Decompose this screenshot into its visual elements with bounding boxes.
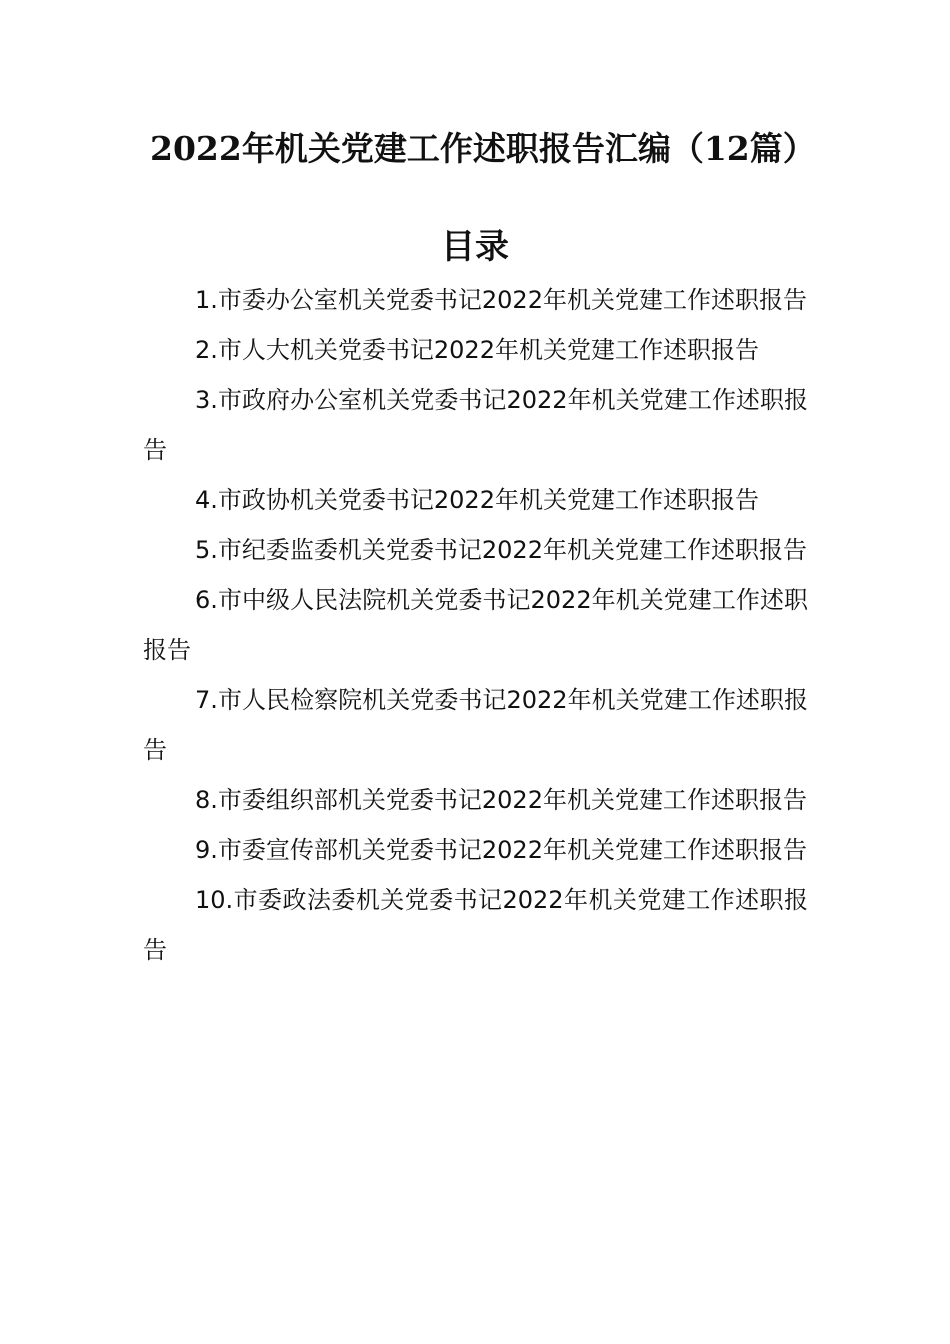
toc-heading: 目录 xyxy=(441,227,509,267)
toc-item-1: 1.市委办公室机关党委书记2022年机关党建工作述职报告 xyxy=(195,286,807,314)
toc-item-3: 3.市政府办公室机关党委书记2022年机关党建工作述职报告 xyxy=(143,386,808,464)
document-title: 2022年机关党建工作述职报告汇编（12篇） xyxy=(150,129,816,168)
toc-item-2: 2.市人大机关党委书记2022年机关党建工作述职报告 xyxy=(195,336,759,364)
toc-item-8: 8.市委组织部机关党委书记2022年机关党建工作述职报告 xyxy=(195,786,807,814)
toc-item-9: 9.市委宣传部机关党委书记2022年机关党建工作述职报告 xyxy=(195,836,807,864)
toc-item-4: 4.市政协机关党委书记2022年机关党建工作述职报告 xyxy=(195,486,759,514)
toc-item-7: 7.市人民检察院机关党委书记2022年机关党建工作述职报告 xyxy=(143,686,808,764)
toc-item-10: 10.市委政法委机关党委书记2022年机关党建工作述职报告 xyxy=(143,886,808,964)
toc-list xyxy=(143,275,808,975)
toc-item-6: 6.市中级人民法院机关党委书记2022年机关党建工作述职报告 xyxy=(143,586,808,664)
toc-item-5: 5.市纪委监委机关党委书记2022年机关党建工作述职报告 xyxy=(195,536,807,564)
